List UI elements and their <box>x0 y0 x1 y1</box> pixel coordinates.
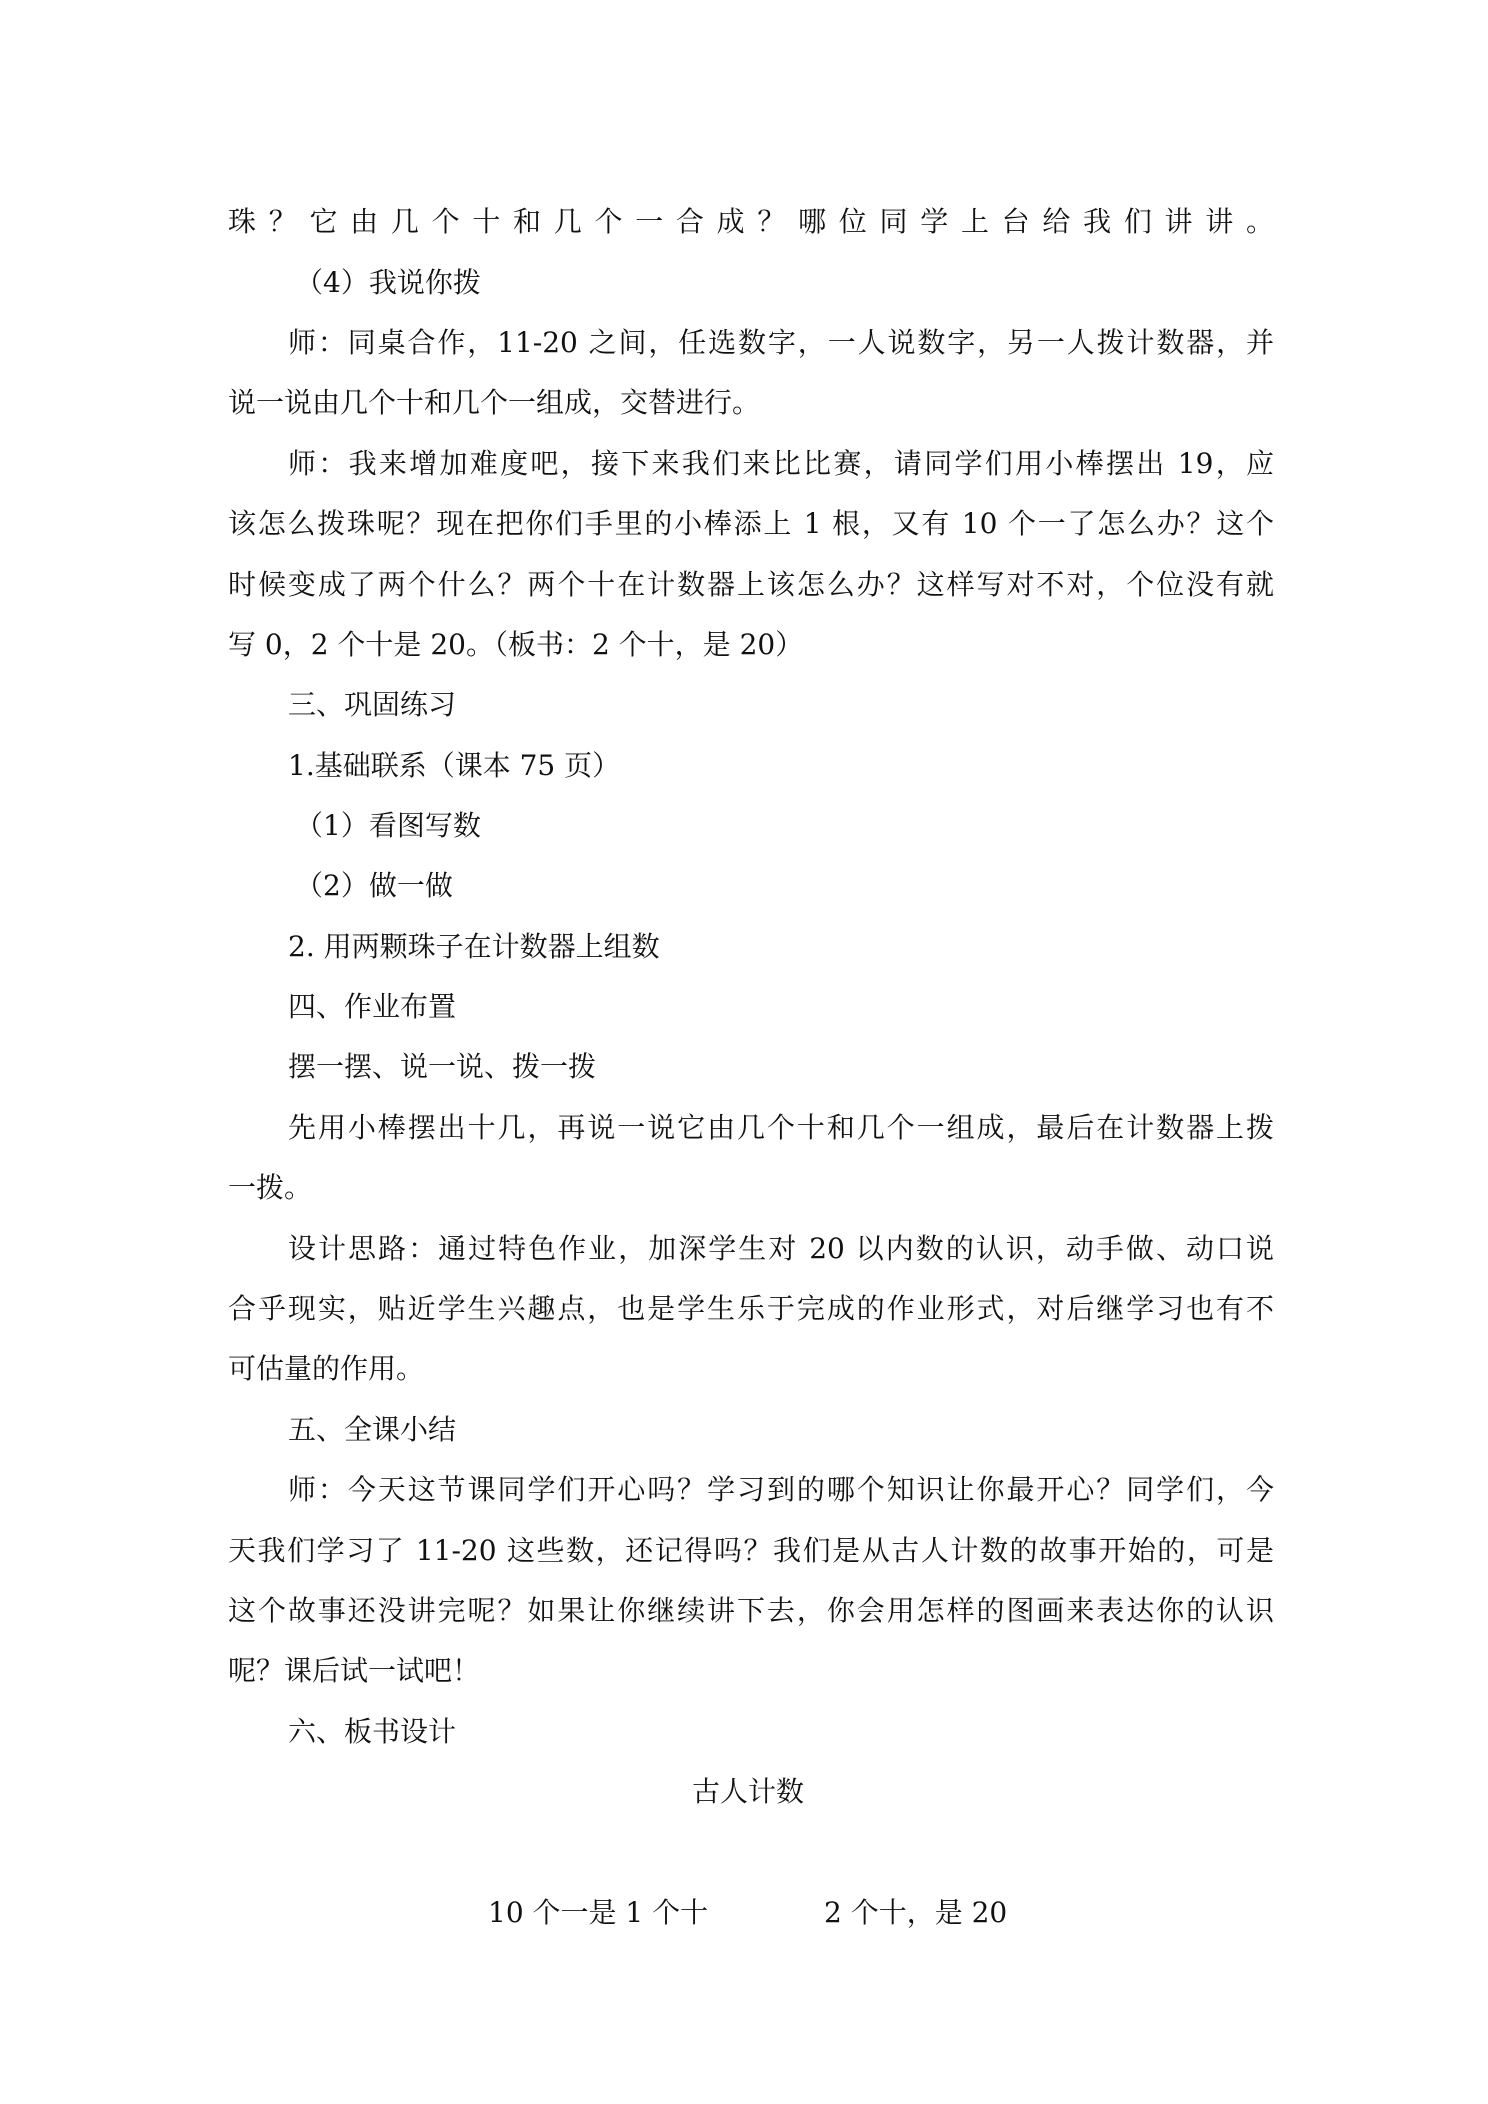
board-title: 古人计数 <box>692 1775 805 1808</box>
paragraph-line: 时候变成了两个什么？两个十在计数器上该怎么办？这样写对不对，个位没有就 <box>228 568 1274 601</box>
list-item: （1）看图写数 <box>295 809 481 842</box>
list-item: 2. 用两颗珠子在计数器上组数 <box>288 930 660 963</box>
section-heading-3: 三、巩固练习 <box>288 688 457 721</box>
section-heading-6: 六、板书设计 <box>288 1715 457 1748</box>
paragraph-line: 天我们学习了 11-20 这些数，还记得吗？我们是从古人计数的故事开始的，可是 <box>228 1534 1274 1567</box>
paragraph-line: 该怎么拨珠呢？现在把你们手里的小棒添上 1 根，又有 10 个一了怎么办？这个 <box>228 507 1274 540</box>
paragraph-line: 写 0，2 个十是 20。（板书：2 个十，是 20） <box>228 628 804 661</box>
paragraph-line: 可估量的作用。 <box>228 1352 425 1385</box>
paragraph-line: 珠？它由几个十和几个一合成？哪位同学上台给我们讲讲。 <box>228 205 1274 238</box>
paragraph-line: 师：同桌合作，11-20 之间，任选数字，一人说数字，另一人拨计数器，并 <box>288 326 1274 359</box>
paragraph-line: 师：今天这节课同学们开心吗？学习到的哪个知识让你最开心？同学们，今 <box>288 1473 1274 1506</box>
list-item: （2）做一做 <box>295 869 453 902</box>
paragraph-line: 设计思路：通过特色作业，加深学生对 20 以内数的认识，动手做、动口说 <box>288 1232 1274 1265</box>
list-item: 1.基础联系（课本 75 页） <box>288 749 621 782</box>
paragraph-line: 一拨。 <box>228 1171 313 1204</box>
paragraph-line: 先用小棒摆出十几，再说一说它由几个十和几个一组成，最后在计数器上拨 <box>288 1111 1274 1144</box>
subheading-4: （4）我说你拨 <box>295 266 481 299</box>
section-heading-4: 四、作业布置 <box>288 990 457 1023</box>
paragraph-line: 师：我来增加难度吧，接下来我们来比比赛，请同学们用小棒摆出 19，应 <box>288 447 1274 480</box>
paragraph-line: 说一说由几个十和几个一组成，交替进行。 <box>228 386 761 419</box>
paragraph-line: 这个故事还没讲完呢？如果让你继续讲下去，你会用怎样的图画来表达你的认识 <box>228 1594 1274 1627</box>
paragraph-line: 摆一摆、说一说、拨一拨 <box>288 1050 597 1083</box>
board-left-text: 10 个一是 1 个十 <box>488 1896 709 1929</box>
board-right-text: 2 个十，是 20 <box>824 1896 1008 1929</box>
paragraph-line: 呢？课后试一试吧！ <box>228 1654 481 1687</box>
paragraph-line: 合乎现实，贴近学生兴趣点，也是学生乐于完成的作业形式，对后继学习也有不 <box>228 1292 1274 1325</box>
section-heading-5: 五、全课小结 <box>288 1413 457 1446</box>
